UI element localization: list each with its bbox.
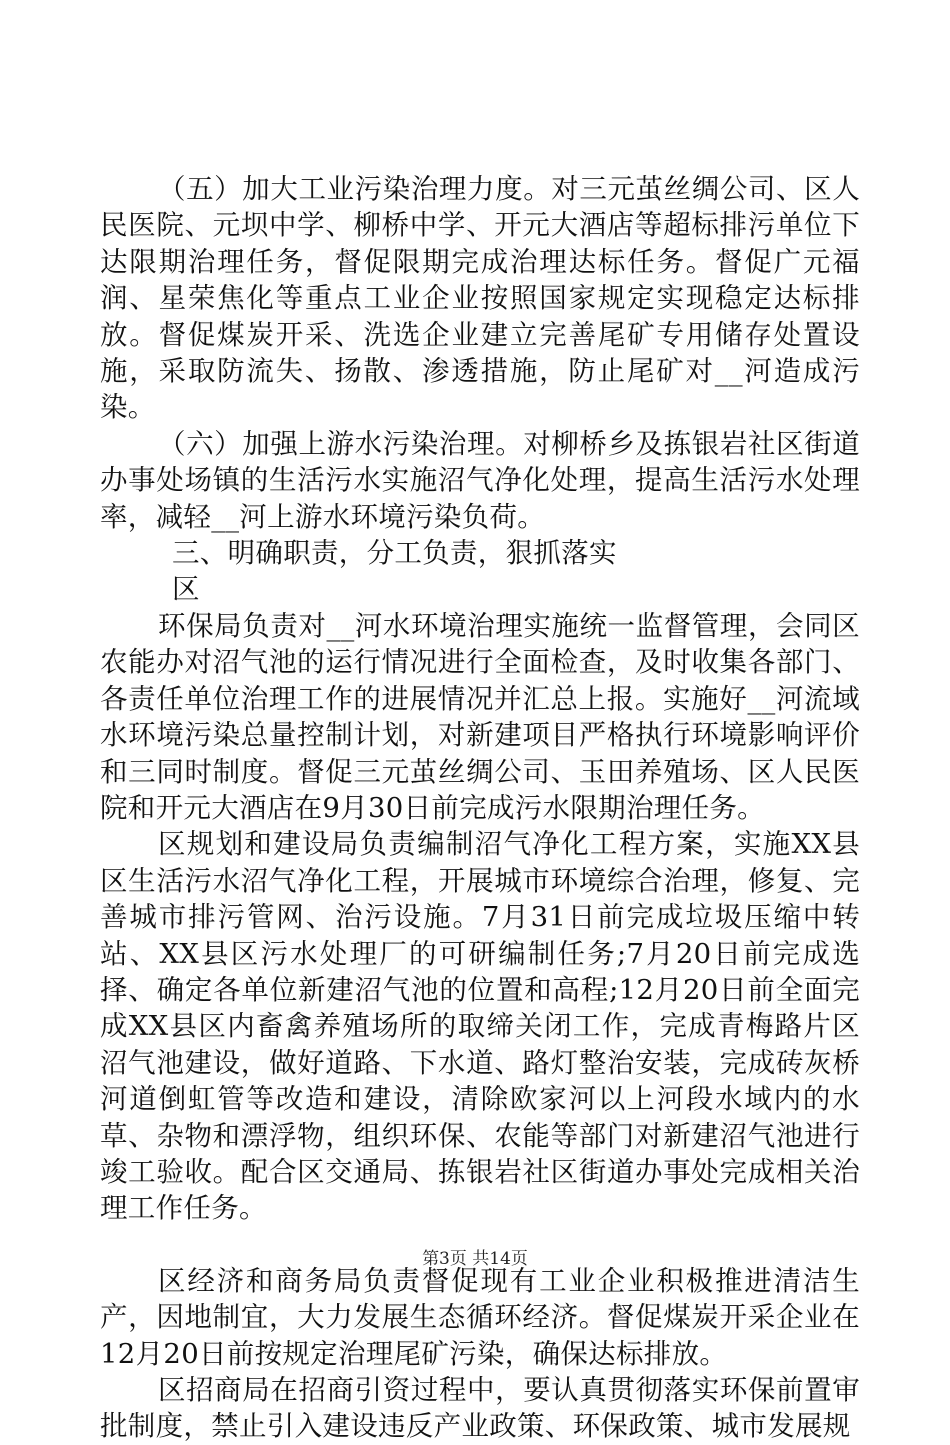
paragraph-item-five: （五）加大工业污染治理力度。对三元茧丝绸公司、区人民医院、元坝中学、柳桥中学、开元大酒店等超标排污单位下达限期治理任务，督促限期完成治理达标任务。督促广元福润、星荣焦化等重点工业企业按照国家规定实现稳定达标排放。督促煤炭开采、洗选企业建立完善尾矿专用储存处置设施，采取防流失、扬散、渗透措施，防止尾矿对__河造成污染。 [100, 173, 860, 424]
paragraph-fragment: 区 [172, 573, 200, 606]
section-heading: 三、明确职责，分工负责，狠抓落实 [172, 537, 617, 570]
paragraph-planning-bureau: 区规划和建设局负责编制沼气净化工程方案，实施XX县区生活污水沼气净化工程，开展城市环境综合治理，修复、完善城市排污管网、治污设施。7月31日前完成垃圾压缩中转站、XX县区污水处理厂的可研编制任务;7月20日前完成选择、确定各单位新建沼气池的位置和高程;12月20日前全面完成XX县区内畜禽养殖场所的取缔关闭工作，完成青梅路片区沼气池建设，做好道路、下水道、路灯整治安装，完成砖灰桥河道倒虹管等改造和建设，清除欧家河以上河段水域内的水草、杂物和漂浮物，组织环保、农能等部门对新建沼气池进行竣工验收。配合区交通局、拣银岩社区街道办事处完成相关治理工作任务。 [100, 828, 860, 1225]
paragraph-environment-bureau: 环保局负责对__河水环境治理实施统一监督管理，会同区农能办对沼气池的运行情况进行全面检查，及时收集各部门、各责任单位治理工作的进展情况并汇总上报。实施好__河流域水环境污染总量控制计划，对新建项目严格执行环境影响评价和三同时制度。督促三元茧丝绸公司、玉田养殖场、区人民医院和开元大酒店在9月30日前完成污水限期治理任务。 [100, 609, 860, 824]
paragraph-item-six: （六）加强上游水污染治理。对柳桥乡及拣银岩社区街道办事处场镇的生活污水实施沼气净化处理，提高生活污水处理率，减轻__河上游水环境污染负荷。 [100, 427, 860, 533]
paragraph-investment-bureau: 区招商局在招商引资过程中，要认真贯彻落实环保前置审批制度，禁止引入建设违反产业政策、环保政策、城市发展规 [100, 1374, 860, 1443]
paragraph-economy-bureau: 区经济和商务局负责督促现有工业企业积极推进清洁生产，因地制宜，大力发展生态循环经济。督促煤炭开采企业在12月20日前按规定治理尾矿污染，确保达标排放。 [100, 1264, 860, 1370]
page-footer: 第3页 共14页 [422, 1249, 528, 1269]
